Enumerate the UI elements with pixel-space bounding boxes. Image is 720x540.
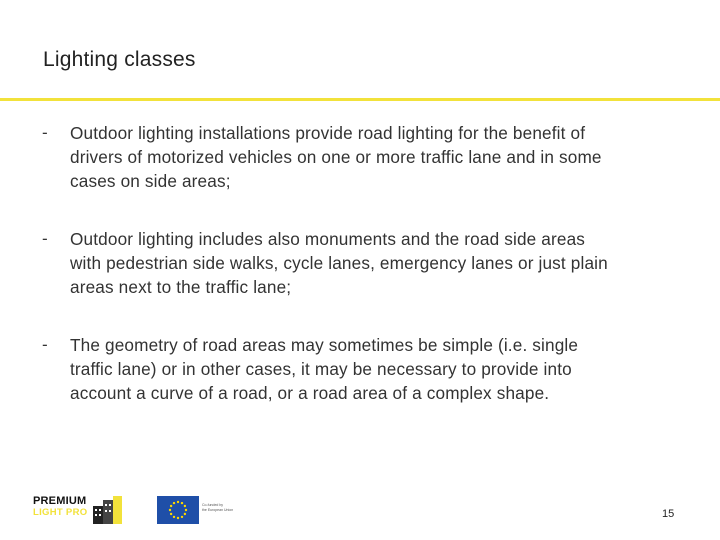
- bullet-line: areas next to the traffic lane;: [70, 277, 292, 297]
- bullet-item: [38, 227, 698, 299]
- bullet-line: cases on side areas;: [70, 171, 231, 191]
- eu-caption-line: Co-funded by: [202, 503, 224, 507]
- bullet-line: drivers of motorized vehicles on one or more traffic lane and in some: [70, 147, 602, 167]
- eu-flag-icon: [157, 496, 199, 524]
- bullet-line: with pedestrian side walks, cycle lanes, emergency lanes or just plain: [70, 253, 608, 273]
- eu-caption: [202, 503, 242, 513]
- bullet-line: Outdoor lighting installations provide road lighting for the benefit of: [70, 123, 586, 143]
- bullet-item: [38, 121, 698, 193]
- page-number: 15: [662, 508, 675, 520]
- bullet-dash: -: [42, 335, 48, 354]
- bullet-line: account a curve of a road, or a road area of a complex shape.: [70, 383, 550, 403]
- bullet-text: [70, 121, 602, 193]
- bullet-line: traffic lane) or in other cases, it may be necessary to provide into: [70, 359, 572, 379]
- bullet-text: [70, 227, 608, 299]
- building-icon: [91, 492, 125, 526]
- bullet-dash: -: [42, 123, 48, 142]
- bullet-item: [38, 333, 698, 405]
- eu-caption-line: the European Union: [202, 508, 234, 512]
- eu-stars-icon: [157, 496, 199, 524]
- bullet-line: The geometry of road areas may sometimes be simple (i.e. single: [70, 335, 579, 355]
- logo-text-light: LIGHT PRO: [33, 507, 88, 518]
- bullet-line: Outdoor lighting includes also monuments and the road side areas: [70, 229, 586, 249]
- bullet-dash: -: [42, 229, 48, 248]
- bullet-text: [70, 333, 578, 405]
- logo-text-premium: PREMIUM: [33, 495, 87, 507]
- slide-title: Lighting classes: [43, 48, 196, 71]
- premium-light-logo: [33, 492, 125, 526]
- title-divider: [0, 98, 720, 101]
